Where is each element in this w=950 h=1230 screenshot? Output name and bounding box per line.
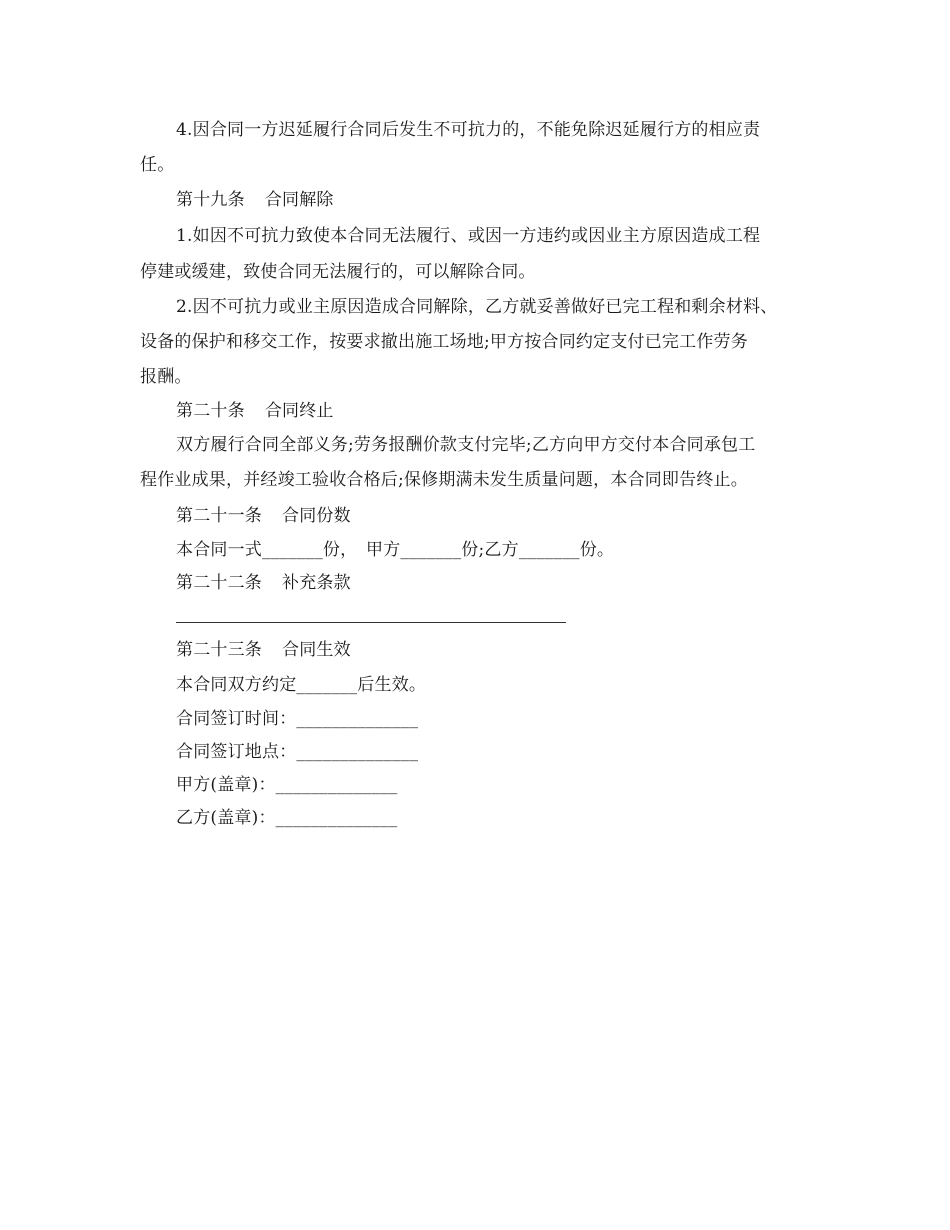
article-23-heading [176,640,351,660]
article-22-title: 补充条款 [282,573,351,593]
article-19-title: 合同解除 [264,190,334,210]
signing-date-line: 合同签订时间：______________ [176,709,419,729]
article-23-title: 合同生效 [282,640,351,660]
article-20-number: 第二十条 [176,401,245,421]
expiry-paragraph-cont: 程作业成果，并经竣工验收合格后;保修期满未发生质量问题，本合同即告终止。 [140,470,748,490]
termination-clause-2-cont-1: 设备的保护和移交工作，按要求撤出施工场地;甲方按合同约定支付已完工作劳务 [140,332,748,352]
party-b-seal-line: 乙方(盖章)：______________ [176,808,398,828]
expiry-paragraph: 双方履行合同全部义务;劳务报酬价款支付完毕;乙方向甲方交付本合同承包工 [176,435,756,455]
copies-line: 本合同一式_______份， 甲方_______份;乙方_______份。 [176,540,615,560]
force-majeure-clause-4-cont: 任。 [140,155,175,175]
article-22-heading [176,573,351,593]
article-19-heading [176,190,334,210]
article-23-number: 第二十三条 [176,640,262,660]
termination-clause-2: 2.因不可抗力或业主原因造成合同解除，乙方就妥善做好已完工程和剩余材料、 [176,297,778,317]
signing-place-line: 合同签订地点：______________ [176,742,419,762]
force-majeure-clause-4: 4.因合同一方迟延履行合同后发生不可抗力的，不能免除迟延履行方的相应责 [176,120,761,140]
termination-clause-2-cont-2: 报酬。 [140,367,192,387]
article-19-number: 第十九条 [176,190,245,210]
termination-clause-1-cont: 停建或缓建，致使合同无法履行的，可以解除合同。 [140,262,536,282]
termination-clause-1: 1.如因不可抗力致使本合同无法履行、或因一方违约或因业主方原因造成工程 [176,226,761,246]
article-20-heading [176,401,334,421]
effective-condition-line: 本合同双方约定_______后生效。 [176,675,427,695]
article-21-number: 第二十一条 [176,506,262,526]
supplementary-terms-blank-line [176,622,566,623]
article-22-number: 第二十二条 [176,573,262,593]
article-20-title: 合同终止 [264,401,334,421]
party-a-seal-line: 甲方(盖章)：______________ [176,775,398,795]
article-21-title: 合同份数 [282,506,351,526]
article-21-heading [176,506,351,526]
